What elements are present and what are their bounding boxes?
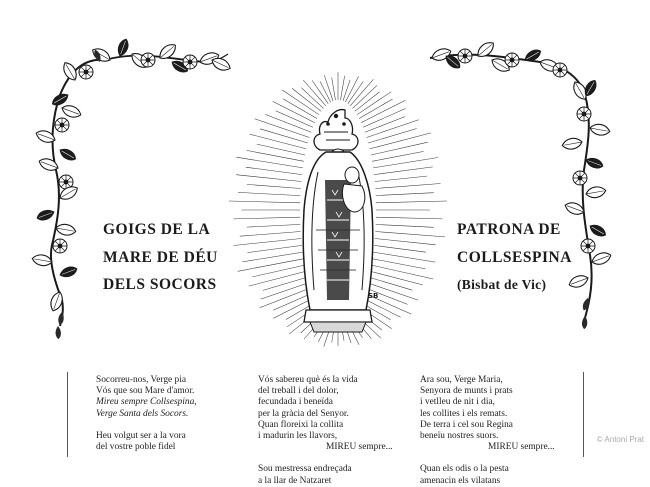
verse-line: Ara sou, Verge Maria, bbox=[420, 375, 503, 385]
ray-line bbox=[229, 201, 300, 203]
verse-line: del vostre poble fidel bbox=[96, 441, 176, 452]
verse-line: Socorreu-nos, Verge pia bbox=[96, 375, 186, 385]
title-right-line-1: PATRONA DE bbox=[457, 221, 561, 238]
title-right-line-3: (Bisbat de Vic) bbox=[457, 277, 547, 292]
ray-line bbox=[374, 167, 433, 175]
verse-line: Sou mestressa endreçada bbox=[258, 464, 352, 475]
column-rule-left bbox=[67, 372, 68, 457]
verse-column-3 bbox=[420, 375, 555, 487]
verse-column-1 bbox=[96, 375, 197, 453]
ray-line bbox=[332, 78, 336, 101]
verse-line: De terra i cel sou Regina bbox=[420, 419, 513, 430]
ray-line bbox=[246, 167, 302, 174]
ray-line bbox=[368, 129, 417, 144]
title-left-line-1: GOIGS DE LA bbox=[103, 221, 211, 238]
verse-column-2 bbox=[258, 375, 393, 487]
ray-line bbox=[376, 201, 447, 203]
ray-line bbox=[365, 117, 405, 133]
verse-line: Heu volgut ser a la vora bbox=[96, 430, 186, 441]
verse-line: Quan els odis o la pesta bbox=[420, 464, 509, 475]
title-right-line-2: COLLSESPINA bbox=[457, 249, 572, 266]
ray-line bbox=[240, 232, 301, 237]
verse-line: fecundada i beneïda bbox=[258, 397, 333, 408]
ray-line bbox=[282, 90, 319, 115]
ray-line bbox=[247, 184, 301, 188]
ray-line bbox=[375, 232, 445, 237]
verse-line: per la gràcia del Senyor. bbox=[258, 408, 349, 419]
ray-line bbox=[236, 175, 301, 182]
ray-line bbox=[260, 129, 308, 143]
verse-line: i madurin les llavors, bbox=[258, 430, 338, 441]
verse-line: Mireu sempre Collsespina, bbox=[96, 397, 197, 408]
ray-line bbox=[374, 245, 426, 252]
verse-line: Senyora de munts i prats bbox=[420, 386, 513, 397]
left-vine-ornament bbox=[31, 38, 232, 340]
verse-line: Quan floreixi la collita bbox=[258, 419, 344, 430]
refrain-cue: MIREU sempre... bbox=[326, 442, 393, 453]
ray-line bbox=[370, 271, 423, 285]
madonna-figure bbox=[303, 110, 373, 332]
ray-line bbox=[234, 239, 302, 246]
verse-line: beneïu nostres suors. bbox=[420, 430, 499, 441]
verse-line: i vetlleu de nit i dia, bbox=[420, 397, 495, 408]
verse-line: Vós que sou Mare d'amor. bbox=[96, 386, 195, 397]
ray-line bbox=[248, 245, 303, 252]
title-left-line-2: MARE DE DÉU bbox=[103, 249, 218, 266]
ray-line bbox=[371, 142, 428, 155]
ray-line bbox=[376, 193, 434, 196]
stanza-gap bbox=[420, 453, 555, 464]
ray-line bbox=[375, 176, 427, 181]
ray-line bbox=[372, 259, 425, 269]
ray-line bbox=[261, 283, 310, 300]
ray-line bbox=[249, 271, 307, 286]
ray-line bbox=[357, 92, 391, 115]
ray-line bbox=[375, 184, 440, 189]
verse-line: Vós sabereu què és la vida bbox=[258, 375, 358, 385]
ray-line bbox=[341, 76, 345, 100]
column-rule-right bbox=[583, 372, 584, 457]
ray-line bbox=[250, 134, 307, 149]
verse-line: Verge Santa dels Socors. bbox=[96, 408, 189, 419]
ray-line bbox=[238, 192, 300, 195]
ray-line bbox=[257, 144, 305, 155]
ray-line bbox=[247, 150, 304, 161]
ray-line bbox=[375, 239, 436, 245]
stanza-gap bbox=[258, 453, 393, 464]
ray-line bbox=[238, 259, 304, 272]
ray-line bbox=[368, 277, 412, 290]
artist-monogram: SB bbox=[368, 292, 379, 300]
ray-line bbox=[324, 75, 333, 101]
ray-line bbox=[247, 224, 300, 227]
ray-line bbox=[234, 217, 301, 219]
ray-line bbox=[371, 265, 433, 279]
ray-line bbox=[370, 133, 431, 149]
ray-line bbox=[376, 217, 443, 219]
title-left-line-3: DELS SOCORS bbox=[103, 276, 217, 293]
ray-line bbox=[320, 82, 331, 103]
verse-line: les collites i els remats. bbox=[420, 408, 508, 419]
ray-line bbox=[376, 224, 434, 227]
ray-line bbox=[343, 80, 350, 101]
copyright-watermark: © Antoni Prat bbox=[596, 435, 644, 444]
verse-line: a la llar de Natzaret bbox=[258, 475, 332, 486]
stanza-gap bbox=[96, 420, 197, 431]
ray-line bbox=[263, 277, 308, 290]
refrain-cue: MIREU sempre... bbox=[488, 442, 555, 453]
ray-line bbox=[236, 157, 303, 168]
verse-line: amenacin els vilatans bbox=[420, 475, 501, 486]
verse-line: del treball i del dolor, bbox=[258, 386, 339, 397]
